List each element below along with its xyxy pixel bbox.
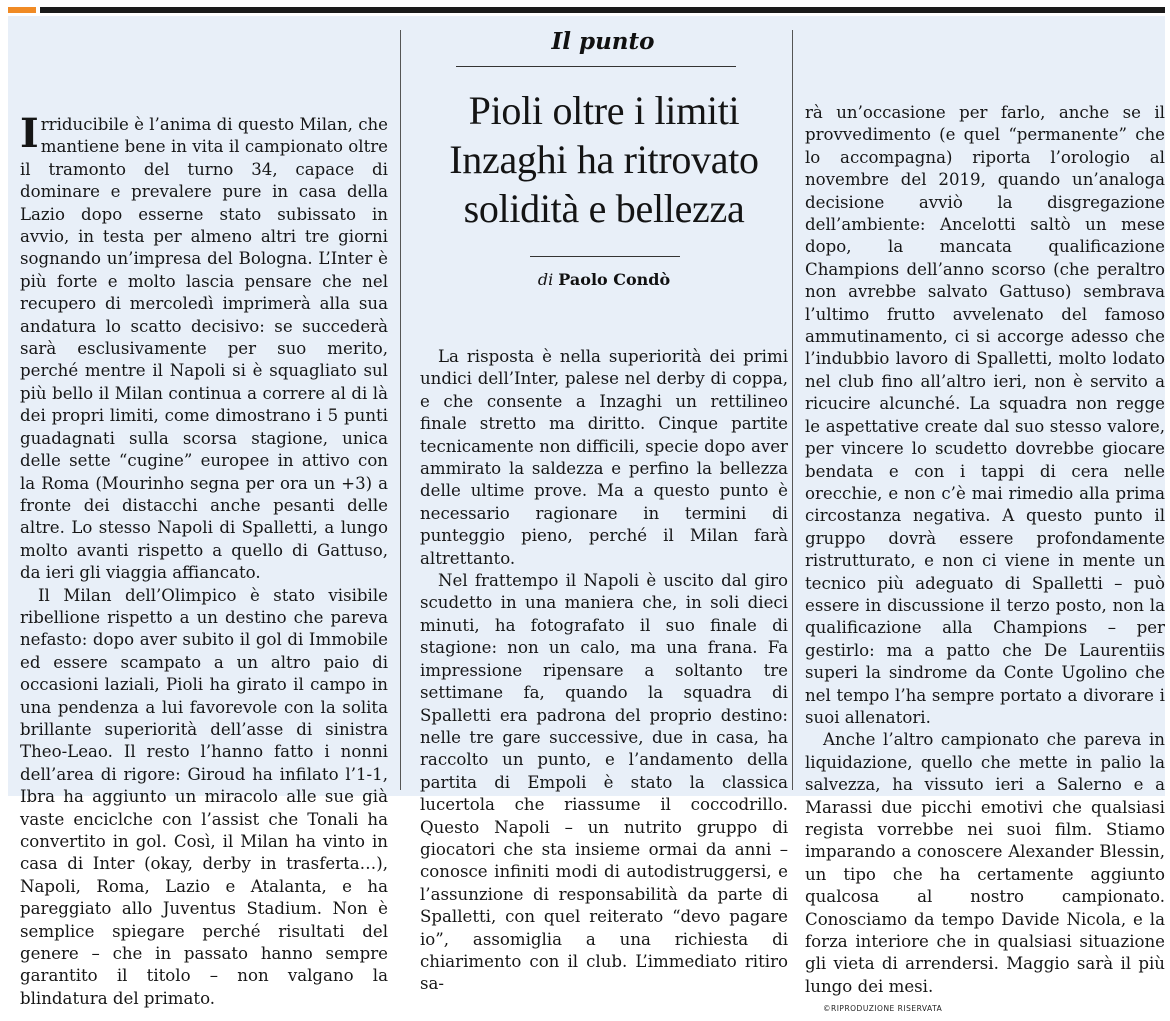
- byline-rule: [530, 256, 680, 257]
- column-1-paragraph-2: Il Milan dell’Olimpico è stato visibile ribellione rispetto a un destino che pareva nefasto: dopo aver subito il gol di Immobile ed essere scampato a un altro paio di occasioni laziali, Pioli ha girato il campo in una pendenza a lui favorevole con la solita brillante superiorità dell’asse di sinistra Theo-Leao. Il resto l’hanno fatto i nonni dell’area di rigore: Giroud ha infilato l’1-1, Ibra ha aggiunto un miracolo alle sue già vaste enciclche con l’assist che Tonali ha convertito in gol. Così, il Milan ha vinto in casa di Inter (okay, derby in trasferta…), Napoli, Roma, Lazio e Atalanta, e ha pareggiato allo Juventus Stadium. Non è semplice spiegare perché risultati del genere – che in passato hanno sempre garantito il titolo – non valgano la blindatura del primato.: [20, 585, 388, 1008]
- kicker-underline: [456, 66, 736, 67]
- column-1-paragraph-1: [20, 110, 388, 585]
- column-2-paragraph-2: Nel frattempo il Napoli è uscito dal giro scudetto in una maniera che, in soli dieci minuti, ha fotografato il suo finale di stagione: non un calo, ma una frana. Fa impressione ripensare a soltanto tre settimane fa, quando la squadra di Spalletti era padrona del proprio destino: nelle tre gare successive, due in casa, ha raccolto un punto, e l’andamento della partita di Empoli è stato la classica lucertola che riassume il coccodrillo. Questo Napoli – un nutrito gruppo di giocatori che sta insieme ormai da anni – conosce infiniti modi di autodistruggersi, e l’assunzione di responsabilità da parte di Spalletti, con quel reiterato “devo pagare io”, assomiglia a una richiesta di chiarimento con il club. L’immediato ritiro sa-: [420, 571, 788, 994]
- topbar-rule: [40, 7, 1165, 13]
- column-1: [20, 110, 388, 1010]
- headline-line-1: Pioli oltre i limiti: [468, 88, 740, 133]
- column-divider-1: [400, 30, 401, 790]
- column-3: [805, 102, 1165, 1021]
- byline: [420, 270, 788, 289]
- copyright-notice: ©RIPRODUZIONE RISERVATA: [823, 1004, 943, 1014]
- topbar-accent: [8, 7, 36, 13]
- byline-author: Paolo Condò: [558, 270, 671, 289]
- column-2: [420, 346, 788, 996]
- headline: [420, 86, 788, 233]
- headline-line-3: solidità e bellezza: [463, 186, 745, 231]
- section-kicker: Il punto: [551, 28, 655, 55]
- byline-prefix: di: [537, 270, 554, 289]
- drop-cap: I: [20, 110, 39, 157]
- column-2-paragraph-1: La risposta è nella superiorità dei primi undici dell’Inter, palese nel derby di coppa, e che consente a Inzaghi un rettilineo finale stretto ma diritto. Cinque partite tecnicamente non difficili, specie dopo aver ammirato la saldezza e perfino la bellezza delle ultime prove. Ma a questo punto è necessario ragionare in termini di punteggio pieno, perché il Milan farà altrettanto.: [420, 347, 788, 568]
- column-3-paragraph-2: Anche l’altro campionato che pareva in liquidazione, quello che mette in palio la salvezza, ha vissuto ieri a Salerno e a Marassi due picchi emotivi che qualsiasi regista vorrebbe nei suoi film. Stiamo imparando a conoscere Alexander Blessin, un tipo che ha certamente aggiunto qualcosa al nostro campionato. Conosciamo da tempo Davide Nicola, e la forza interiore che in qualsiasi situazione gli vieta di arrendersi. Maggio sarà il più lungo dei mesi.: [805, 730, 1165, 996]
- column-3-paragraph-1: rà un’occasione per farlo, anche se il provvedimento (e quel “permanente” che lo accompagna) riporta l’orologio al novembre del 2019, quando un’analoga decisione avviò la disgregazione dell’ambiente: Ancelotti saltò un mese dopo, la mancata qualificazione Champions dell’anno scorso (che peraltro non avrebbe salvato Gattuso) sembrava l’ultimo frutto avvelenato del famoso ammutinamento, ci si accorge adesso che l’indubbio lavoro di Spalletti, molto lodato nel club fino all’altro ieri, non è servito a ricucire alcunché. La squadra non regge le aspettative create dal suo stesso valore, per vincere lo scudetto dovrebbe giocare bendata e con i tappi di cera nelle orecchie, e non c’è mai rimedio alla prima circostanza negativa. A questo punto il gruppo dovrà essere profondamente ristrutturato, e non ci viene in mente un tecnico più adeguato di Spalletti – può essere in discussione il terzo posto, non la qualificazione alla Champions – per gestirlo: ma a patto che De Laurentiis superi la sindrome da Conte Ugolino che nel tempo l’ha sempre portato a divorare i suoi allenatori.: [805, 103, 1165, 727]
- column-divider-2: [792, 30, 793, 790]
- column-1-paragraph-1-text: rriducibile è l’anima di questo Milan, che mantiene bene in vita il campionato oltre il tramonto del turno 34, capace di dominare e prevalere pure in casa della Lazio dopo esserne stato subissato in avvio, in testa per almeno altri tre giorni sognando un’impresa del Bologna. L’Inter è più forte e molto lascia pensare che nel recupero di mercoledì imprimerà alla sua andatura lo scatto decisivo: se succederà sarà esclusivamente per suo merito, perché mentre il Napoli si è squagliato sul più bello il Milan continua a correre al di là dei propri limiti, come dimostrano i 5 punti guadagnati sulla scorsa stagione, unica delle sette “cugine” europee in attivo con la Roma (Mourinho segna per ora un +3) a fronte dei distacchi anche pesanti delle altre. Lo stesso Napoli di Spalletti, a lungo molto avanti rispetto a quello di Gattuso, da ieri gli viaggia affiancato.: [20, 115, 388, 583]
- headline-line-2: Inzaghi ha ritrovato: [449, 137, 759, 182]
- article-sheet: [8, 16, 1165, 1014]
